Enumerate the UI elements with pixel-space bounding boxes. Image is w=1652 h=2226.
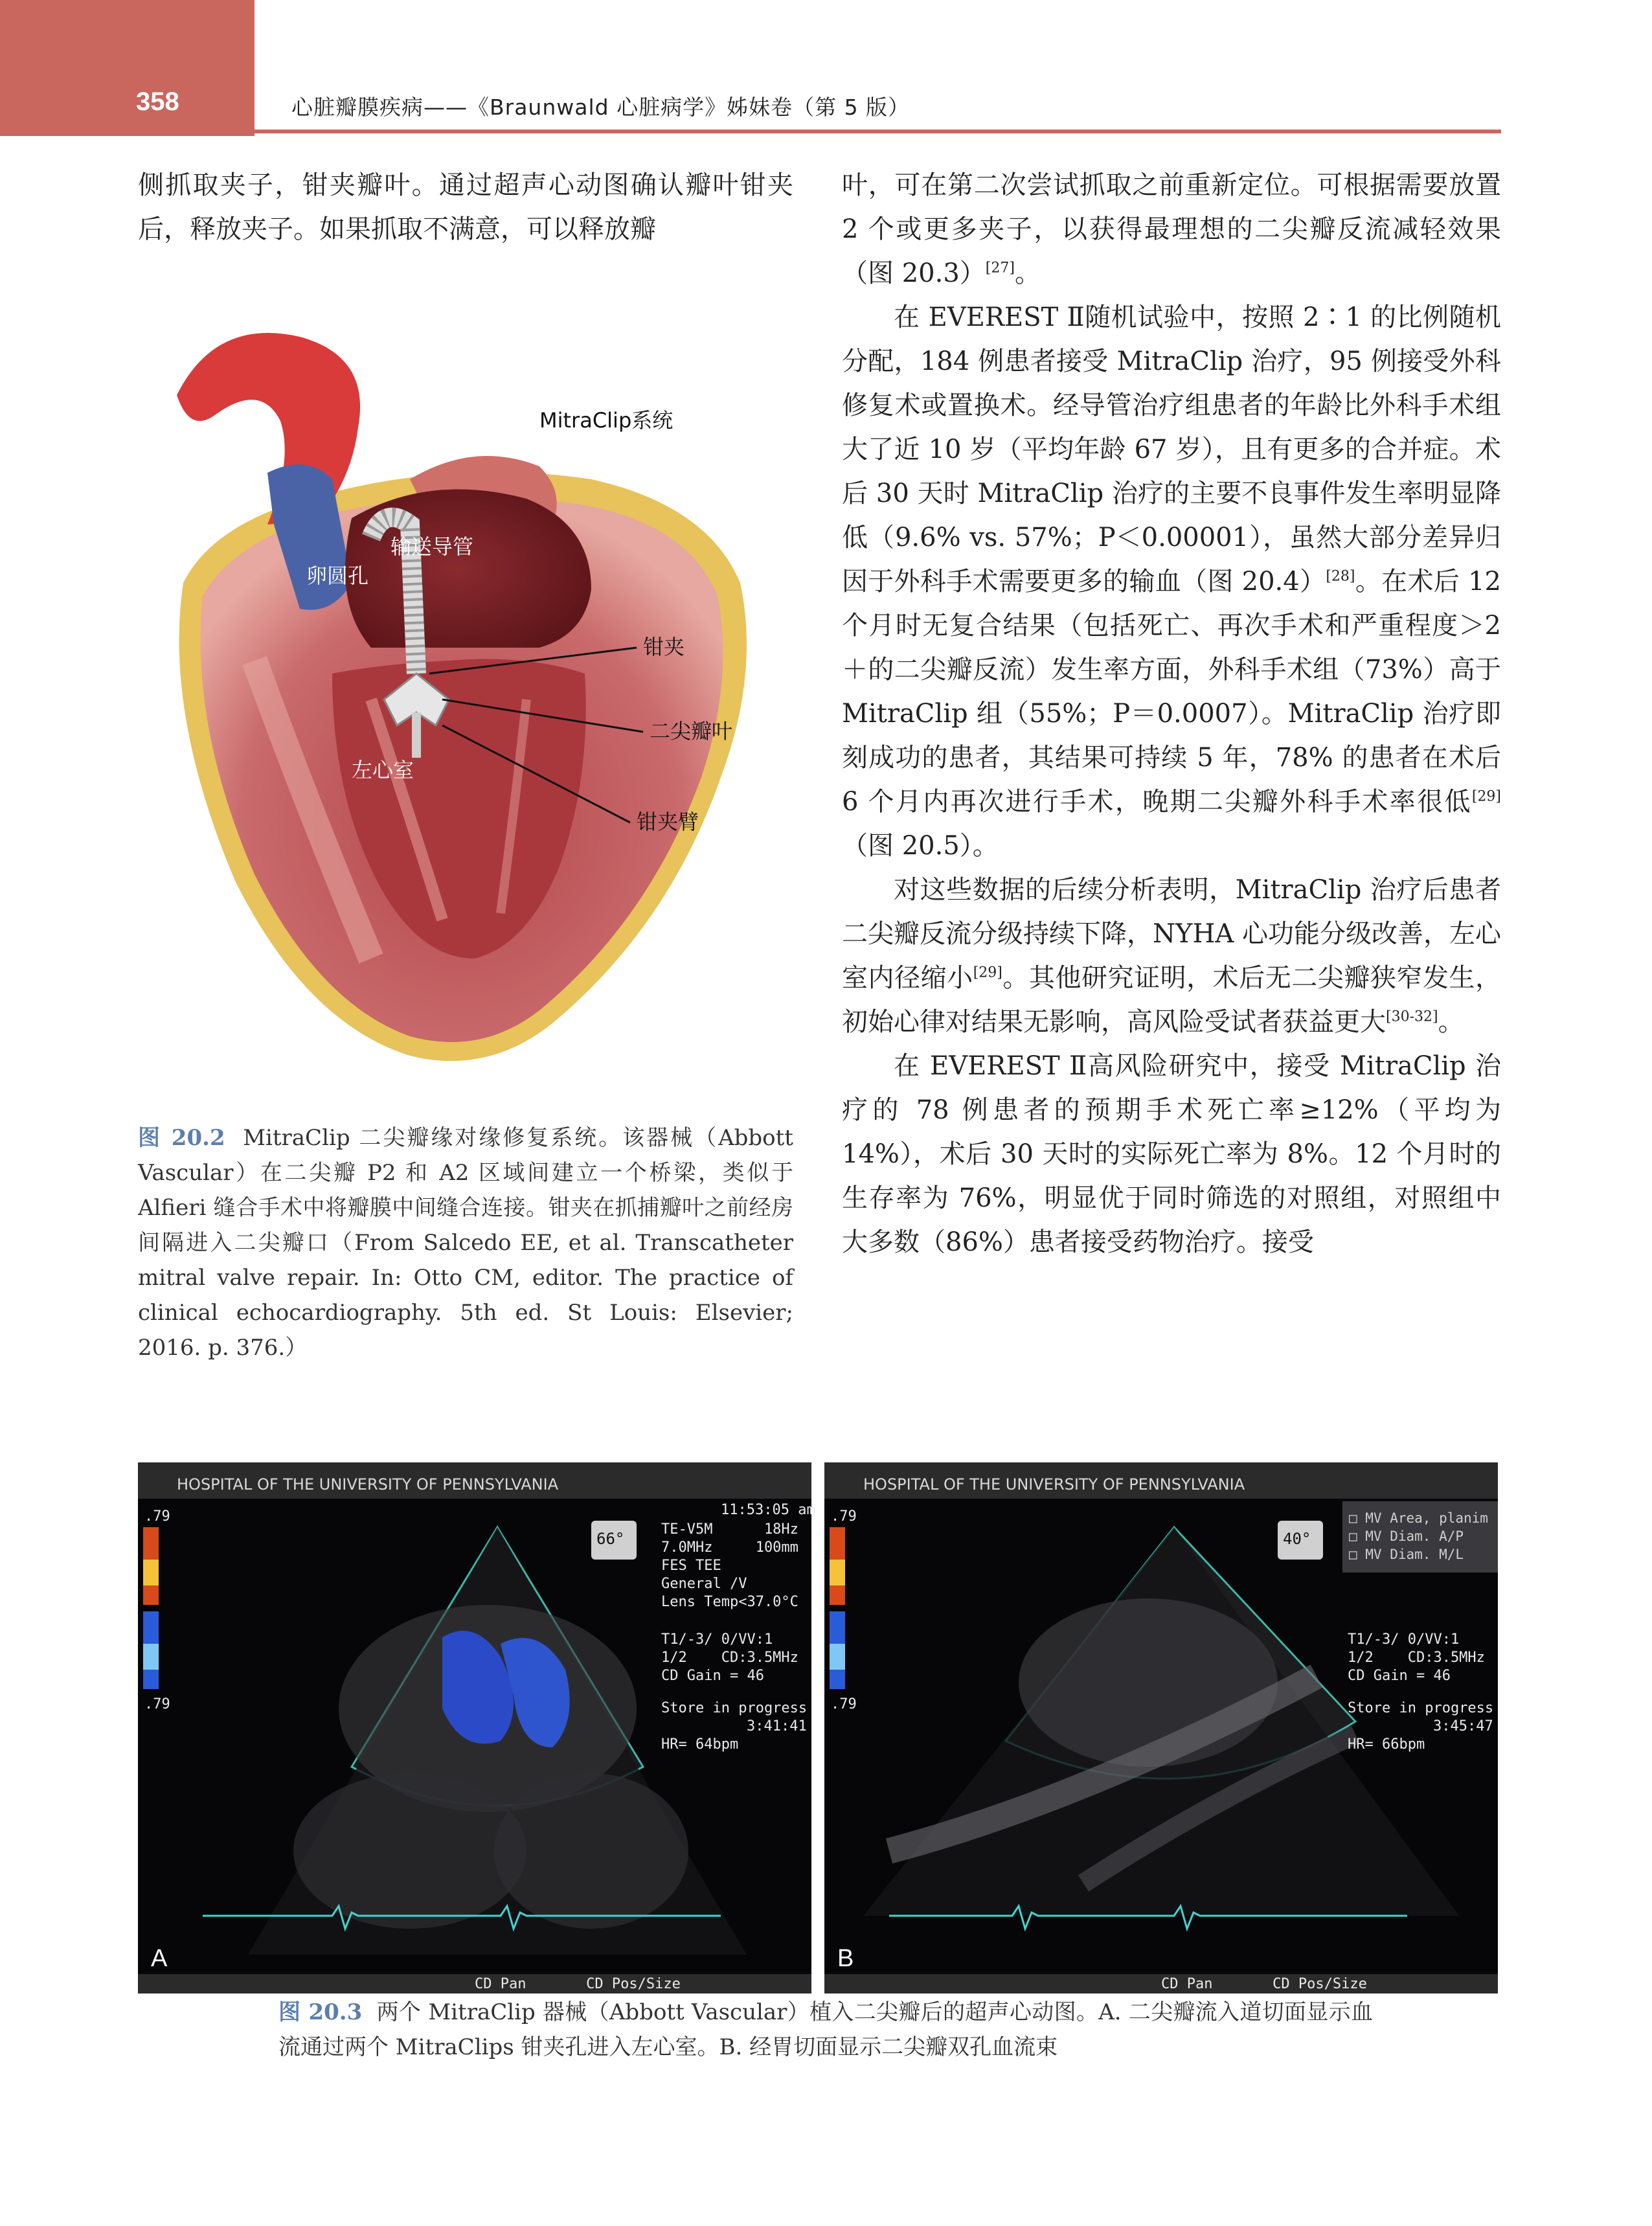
echo-b-scale-top: .79	[831, 1508, 857, 1525]
left-column	[138, 163, 793, 251]
right-column	[842, 163, 1501, 1264]
p2-text: 在 EVEREST Ⅱ随机试验中，按照 2∶1 的比例随机分配，184 例患者接受 MitraClip 治疗，95 例接受外科修复术或置换术。经导管治疗组患者的年龄比外科手术组大了近 10 岁（平均年龄 67 岁），且有更多的合并症。术后 30 天时 MitraClip 治疗的主要不良事件发生率明显降低（9.6% vs. 57%；P＜0.00001），虽然大部分差异归因于外科手术需要更多的输血（图 20.4）	[842, 302, 1501, 596]
echo-b-hr: HR= 66bpm	[1348, 1736, 1425, 1753]
echo-panel-b	[824, 1462, 1498, 1993]
figure-20-2-caption	[138, 1120, 793, 1365]
p1-tail: 。	[1014, 258, 1041, 288]
echo-b-label: B	[837, 1945, 854, 1972]
right-paragraph-2	[842, 295, 1501, 868]
echo-a-clock: 3:41:41	[747, 1718, 807, 1734]
echo-a-params: TE-V5M 18Hz 7.0MHz 100mm FES TEE General /V Lens Temp<37.0°C	[661, 1521, 798, 1610]
p2-ref2: [29]	[1471, 788, 1501, 805]
echo-b-angle: 40°	[1283, 1530, 1311, 1548]
running-title: 心脏瓣膜疾病——《Braunwald 心脏病学》姊妹卷（第 5 版）	[291, 95, 911, 120]
echo-b-store: Store in progress	[1348, 1700, 1494, 1716]
page-number: 358	[136, 87, 179, 116]
figure-20-3-caption	[278, 1995, 1373, 2065]
figure-20-3-caption-text: 两个 MitraClip 器械（Abbott Vascular）植入二尖瓣后的超声心动图。A. 二尖瓣流入道切面显示血流通过两个 MitraClips 钳夹孔进入左心室。B. 经胃切面显示二尖瓣双孔血流束	[278, 1999, 1373, 2060]
figure-20-2-illustration	[138, 311, 793, 1088]
echo-a-time: 11:53:05 am	[721, 1502, 815, 1518]
p1-text: 叶，可在第二次尝试抓取之前重新定位。可根据需要放置 2 个或更多夹子，以获得最理想的二尖瓣反流减轻效果（图 20.3）	[842, 170, 1501, 288]
p2-tail2: （图 20.5）。	[842, 831, 999, 861]
label-catheter: 输送导管	[390, 534, 474, 559]
figure-20-3-label: 图 20.3	[278, 1999, 363, 2025]
echo-a-scale-bottom: .79	[144, 1696, 170, 1712]
right-paragraph-4: 在 EVEREST Ⅱ高风险研究中，接受 MitraClip 治疗的 78 例患者的预期手术死亡率≥12%（平均为 14%），术后 30 天时的实际死亡率为 8%。12 个月时的生存率为 76%，明显优于同时筛选的对照组，对照组中大多数（86%）患者接受药物治疗。接受	[842, 1051, 1501, 1257]
p3-text: 对这些数据的后续分析表明，MitraClip 治疗后患者二尖瓣反流分级持续下降，NYHA 心功能分级改善，左心室内径缩小	[842, 875, 1501, 993]
echo-b-clock: 3:45:47	[1433, 1718, 1493, 1734]
echo-b-hospital: HOSPITAL OF THE UNIVERSITY OF PENNSYLVANIA	[863, 1475, 1245, 1493]
right-paragraph-3	[842, 868, 1501, 1044]
left-paragraph: 侧抓取夹子，钳夹瓣叶。通过超声心动图确认瓣叶钳夹后，释放夹子。如果抓取不满意，可以释放瓣	[138, 170, 793, 244]
header-rule	[255, 130, 1501, 133]
p3-tail: 。其他研究证明，术后无二尖瓣狭窄发生，初始心律对结果无影响，高风险受试者获益更大	[842, 963, 1502, 1037]
echo-a-hospital: HOSPITAL OF THE UNIVERSITY OF PENNSYLVANIA	[177, 1475, 559, 1493]
echo-b-params2: T1/-3/ 0/VV:1 1/2 CD:3.5MHz CD Gain = 46	[1348, 1631, 1485, 1684]
echo-b-bottom-bar: CD Pan CD Pos/Size	[1161, 1976, 1367, 1992]
echo-b-menu: □ MV Area, planim □ MV Diam. A/P □ MV Diam. M/L	[1349, 1510, 1488, 1562]
echo-a-scale-top: .79	[144, 1508, 170, 1525]
label-foramen: 卵圆孔	[306, 563, 369, 588]
label-system: MitraClip系统	[539, 408, 673, 433]
p3-tail2: 。	[1438, 1007, 1464, 1037]
label-mitral-leaflet: 二尖瓣叶	[650, 719, 733, 744]
echo-a-hr: HR= 64bpm	[661, 1736, 739, 1753]
p1-ref: [27]	[985, 260, 1015, 277]
p2-ref: [28]	[1326, 568, 1355, 585]
heart-illustration	[138, 311, 793, 1088]
echo-panel-a	[138, 1462, 815, 1993]
echo-a-angle: 66°	[596, 1530, 625, 1548]
p3-ref2: [30-32]	[1386, 1008, 1438, 1025]
label-clip: 钳夹	[643, 635, 685, 659]
label-clip-arm: 钳夹臂	[637, 810, 699, 834]
echo-a-params2: T1/-3/ 0/VV:1 1/2 CD:3.5MHz CD Gain = 46	[661, 1631, 798, 1684]
echo-a-label: A	[151, 1945, 168, 1972]
echo-a-bottom-bar: CD Pan CD Pos/Size	[475, 1976, 681, 1992]
page-number-block	[0, 0, 255, 136]
echo-b-scale-bottom: .79	[831, 1696, 857, 1712]
p3-ref: [29]	[973, 964, 1002, 981]
p2-tail: 。在术后 12 个月时无复合结果（包括死亡、再次手术和严重程度＞2＋的二尖瓣反流）发生率方面，外科手术组（73%）高于 MitraClip 组（55%；P＝0.0007）。MitraClip 治疗即刻成功的患者，其结果可持续 5 年，78% 的患者在术后 6 个月内再次进行手术，晚期二尖瓣外科手术率很低	[842, 567, 1501, 817]
figure-20-2-caption-text: MitraClip 二尖瓣缘对缘修复系统。该器械（Abbott Vascular）在二尖瓣 P2 和 A2 区域间建立一个桥梁，类似于 Alfieri 缝合手术中将瓣膜中间缝合连接。钳夹在抓捕瓣叶之前经房间隔进入二尖瓣口（From Salcedo EE, et al. Transcatheter mitral valve repair. In: Otto CM, editor. The practice of clinical echocardiography. 5th ed. St Louis: Elsevier; 2016. p. 376.）	[138, 1125, 793, 1361]
figure-20-2-label: 图 20.2	[138, 1125, 225, 1151]
echo-a-store: Store in progress	[661, 1700, 808, 1716]
right-paragraph-1	[842, 163, 1501, 295]
label-lv: 左心室	[352, 758, 414, 782]
